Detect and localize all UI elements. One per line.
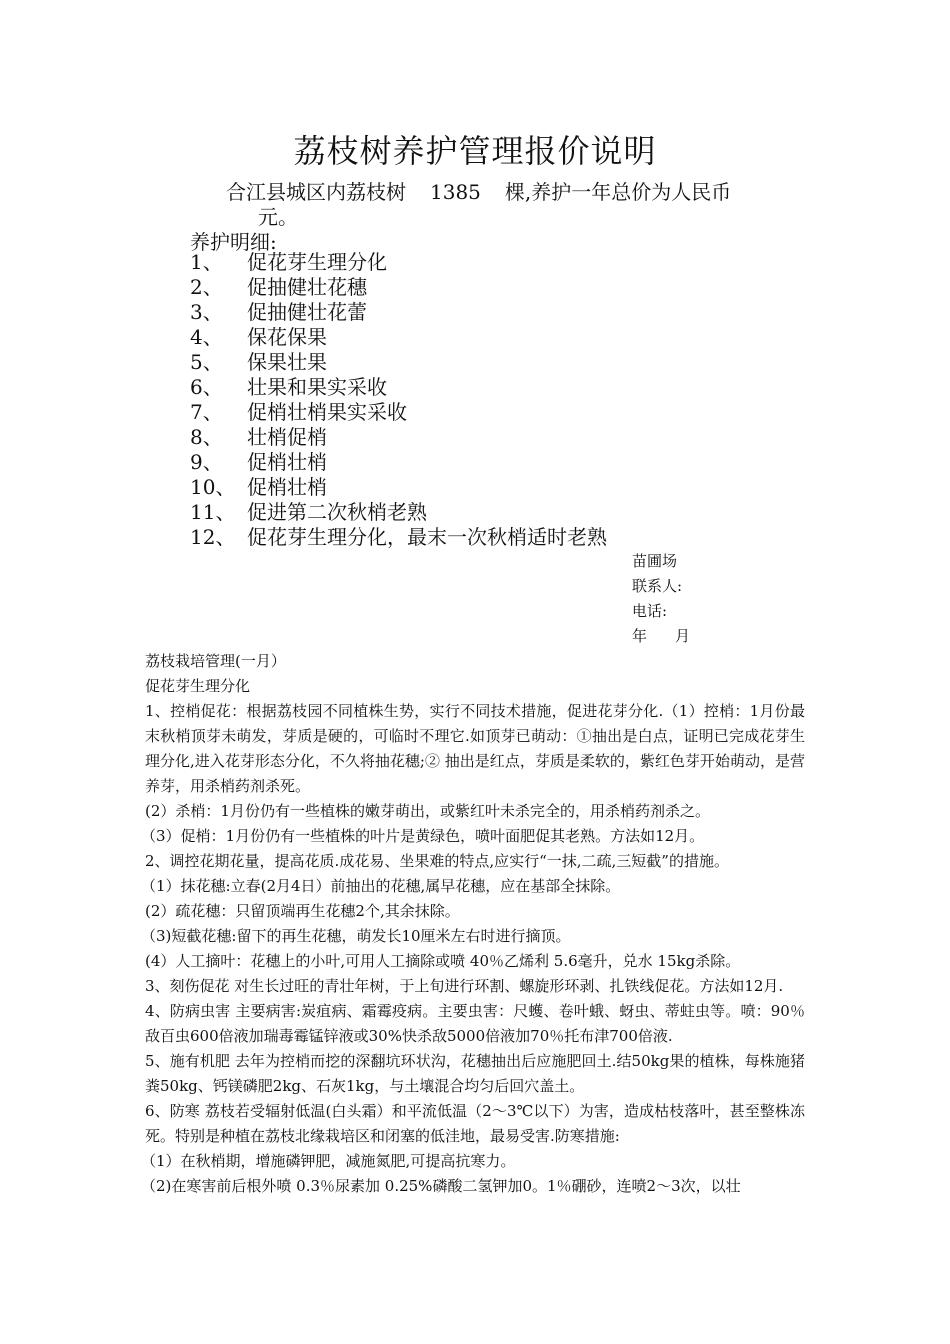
list-item-number: 6、: [190, 375, 223, 399]
maintenance-detail-label: 养护明细:: [190, 230, 277, 254]
paragraph: (4）人工摘叶：花穗上的小叶,可用人工摘除或喷 40％乙烯利 5.6毫升，兑水 15kg杀除。: [145, 952, 741, 970]
list-item: [190, 525, 607, 550]
list-item-number: 10、: [190, 475, 236, 499]
paragraph: （2)在寒害前后根外喷 0.3％尿素加 0.25%磷酸二氢钾加0。1％硼砂，连喷2～3次，以壮: [141, 1177, 741, 1195]
paragraph: 1、控梢促花：根据荔枝园不同植株生势，实行不同技术措施，促进花芽分化.（1）控梢：1月份最末秋梢顶芽未萌发，芽质是硬的，可临时不理它.如顶芽已萌动：①抽出是白点，证明已完成花芽生理分化,进入花芽形态分化，不久将抽花穗;② 抽出是红点，芽质是柔软的，紫红色芽开始萌动，是营养芽，用杀梢药剂杀死。: [145, 702, 805, 795]
list-item-text: 保花保果: [247, 325, 327, 349]
list-item: [190, 250, 607, 275]
contact-label: 联系人:: [632, 577, 683, 595]
list-item-text: 促抽健壮花穗: [247, 275, 367, 299]
list-item-text: 壮果和果实采收: [247, 375, 387, 399]
list-item-number: 7、: [190, 400, 223, 424]
list-item-number: 12、: [190, 525, 236, 549]
month-label: 月: [675, 627, 691, 645]
paragraph: (2）杀梢：1月份仍有一些植株的嫩芽萌出，或紫红叶未杀完全的，用杀梢药剂杀之。: [145, 802, 710, 820]
list-item-number: 5、: [190, 350, 223, 374]
list-item: [190, 375, 607, 400]
list-item: [190, 325, 607, 350]
list-item: [190, 275, 607, 300]
list-item-text: 促梢壮梢: [247, 450, 327, 474]
list-item-text: 促抽健壮花蕾: [247, 300, 367, 324]
year-label: 年: [632, 627, 648, 645]
paragraph: (2）疏花穗：只留顶端再生花穗2个,其余抹除。: [145, 902, 460, 920]
list-item: [190, 450, 607, 475]
section-subheading: 促花芽生理分化: [145, 677, 251, 695]
list-item-number: 1、: [190, 250, 223, 274]
paragraph: （3)短截花穗:留下的再生花穗，萌发长10厘米左右时进行摘顶。: [141, 927, 571, 945]
list-item-number: 9、: [190, 450, 223, 474]
list-item: [190, 400, 607, 425]
paragraph: 5、施有机肥 去年为控梢而挖的深翻坑环状沟，花穗抽出后应施肥回土.结50kg果的植株，每株施猪粪50kg、钙镁磷肥2kg、石灰1kg，与土壤混合均匀后回穴盖土。: [145, 1052, 805, 1095]
date-line: [632, 624, 690, 649]
maintenance-list: [190, 250, 607, 550]
list-item: [190, 300, 607, 325]
list-item-text: 促进第二次秋梢老熟: [247, 500, 427, 524]
intro-suffix: 棵,养护一年总价为人民币: [504, 180, 732, 204]
nursery-label: 苗圃场: [632, 552, 678, 570]
list-item-text: 促梢壮梢: [247, 475, 327, 499]
list-item-text: 促梢壮梢果实采收: [247, 400, 407, 424]
paragraph: 4、防病虫害 主要病害:炭疽病、霜霉疫病。主要虫害：尺蠖、卷叶蛾、蚜虫、蒂蛀虫等。喷：90％敌百虫600倍液加瑞毒霉锰锌液或30%快杀敌5000倍液加70％托布津700倍液.: [145, 1002, 805, 1045]
paragraph: （3）促梢：1月份仍有一些植株的叶片是黄绿色，喷叶面肥促其老熟。方法如12月。: [141, 827, 705, 845]
list-item-number: 4、: [190, 325, 223, 349]
section-heading: 荔枝栽培管理(一月）: [145, 652, 286, 670]
paragraph: （1）抹花穗:立春(2月4日）前抽出的花穗,属早花穗，应在基部全抹除。: [141, 877, 621, 895]
intro-prefix: 合江县城区内荔枝树: [226, 180, 406, 204]
phone-label: 电话:: [632, 602, 668, 620]
page-title: 荔枝树养护管理报价说明: [293, 132, 657, 170]
list-item: [190, 350, 607, 375]
signature-block: [632, 549, 690, 649]
list-item-text: 促花芽生理分化: [247, 250, 387, 274]
body-text: [141, 649, 805, 1199]
paragraph: 2、调控花期花量，提高花质.成花易、坐果难的特点,应实行“一抹,二疏,三短截”的措施。: [145, 852, 729, 870]
tree-count: 1385: [430, 180, 481, 204]
list-item-number: 11、: [190, 500, 236, 524]
intro-line-2: 元。: [258, 205, 298, 229]
list-item-text: 壮梢促梢: [247, 425, 327, 449]
list-item-number: 2、: [190, 275, 223, 299]
list-item-number: 3、: [190, 300, 223, 324]
list-item: [190, 425, 607, 450]
paragraph: （1）在秋梢期，增施磷钾肥，减施氮肥,可提高抗寒力。: [141, 1152, 516, 1170]
list-item-text: 促花芽生理分化，最末一次秋梢适时老熟: [247, 525, 607, 549]
paragraph: 6、防寒 荔枝若受辐射低温(白头霜）和平流低温（2～3℃以下）为害，造成枯枝落叶，甚至整株冻死。特别是种植在荔枝北缘栽培区和闭塞的低洼地，最易受害.防寒措施:: [145, 1102, 805, 1145]
list-item-text: 保果壮果: [247, 350, 327, 374]
intro-line: [226, 176, 731, 205]
paragraph: 3、刻伤促花 对生长过旺的青壮年树，于上旬进行环割、螺旋形环剥、扎铁线促花。方法如12月.: [145, 977, 784, 995]
list-item-number: 8、: [190, 425, 223, 449]
list-item: [190, 500, 607, 525]
list-item: [190, 475, 607, 500]
